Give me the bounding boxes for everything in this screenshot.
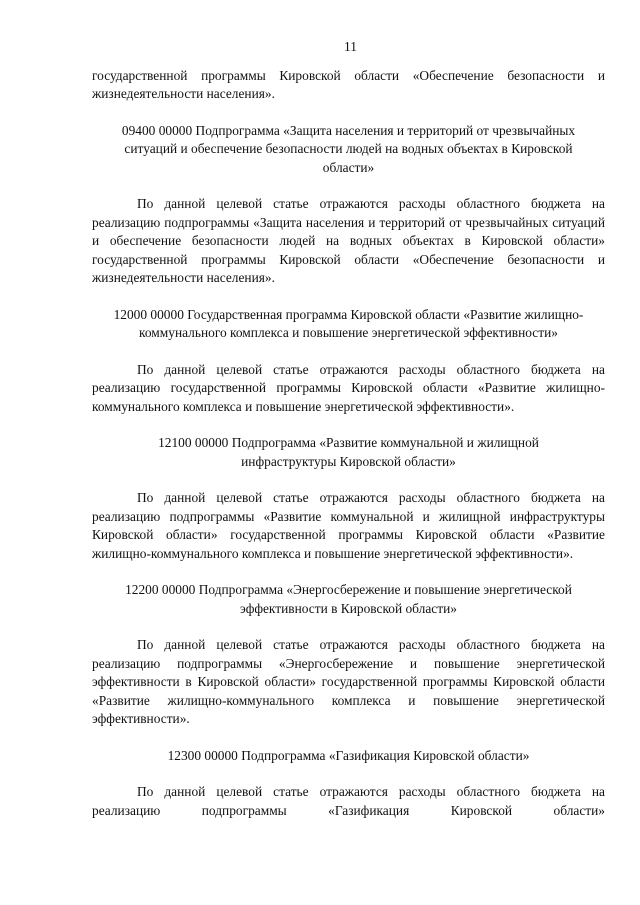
spacer: [92, 563, 605, 581]
spacer: [92, 618, 605, 636]
heading-12300: 12300 00000 Подпрограмма «Газификация Кировской области»: [167, 747, 530, 763]
paragraph-12200: По данной целевой статье отражаются расходы областного бюджета на реализацию подпрограммы «Энергосбережение и повышение энергетической эффективности в Кировской области» государственной программы Кировской области «Развитие жилищно-коммунального комплекса и повышение энергетической эффективности».: [92, 637, 605, 726]
heading-12000: 12000 00000 Государственная программа Кировской области «Развитие жилищно-коммунального комплекса и повышение энергетической эффективности»: [113, 306, 584, 340]
spacer: [92, 729, 605, 747]
spacer: [92, 104, 605, 122]
paragraph-12100: По данной целевой статье отражаются расходы областного бюджета на реализацию подпрограммы «Развитие коммунальной и жилищной инфраструктуры Кировской области» государственной программы Кировской области «Развитие жилищно-коммунального комплекса и повышение энергетической эффективности».: [92, 490, 605, 561]
spacer: [92, 177, 605, 195]
spacer: [92, 416, 605, 434]
heading-12200: 12200 00000 Подпрограмма «Энергосбережение и повышение энергетической эффективности в Кировской области»: [125, 582, 572, 616]
paragraph-09400: По данной целевой статье отражаются расходы областного бюджета на реализацию подпрограммы «Защита населения и территорий от чрезвычайных ситуаций и обеспечение безопасности людей на водных объектах в Кировской области» государственной программы Кировской области «Обеспечение безопасности и жизнедеятельности населения».: [92, 196, 605, 285]
page-number: 11: [344, 39, 357, 54]
paragraph-12000: По данной целевой статье отражаются расходы областного бюджета на реализацию государственной программы Кировской области «Развитие жилищно-коммунального комплекса и повышение энергетической эффективности».: [92, 361, 605, 414]
paragraph-12300: По данной целевой статье отражаются расходы областного бюджета на реализацию подпрограммы «Газификация Кировской области»: [92, 784, 605, 818]
spacer: [92, 765, 605, 783]
heading-09400: 09400 00000 Подпрограмма «Защита населения и территорий от чрезвычайных ситуаций и обеспечение безопасности людей на водных объектах в Кировской области»: [121, 122, 576, 175]
heading-12100: 12100 00000 Подпрограмма «Развитие коммунальной и жилищной инфраструктуры Кировской области»: [158, 435, 539, 469]
spacer: [92, 471, 605, 489]
paragraph-continuation: государственной программы Кировской области «Обеспечение безопасности и жизнедеятельности населения».: [92, 67, 605, 101]
spacer: [92, 288, 605, 306]
spacer: [92, 343, 605, 361]
